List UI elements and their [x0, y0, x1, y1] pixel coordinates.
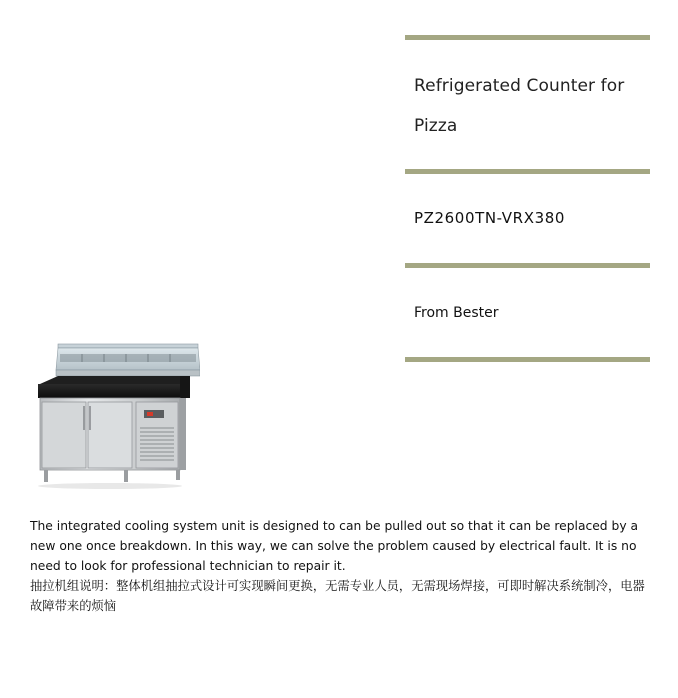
description-english: The integrated cooling system unit is designed to can be pulled out so that it can be replaced by a new one once breakdown. In this way, we can solve the problem caused by electrical fault. It is no need to look for professional technician to repair it. [30, 519, 639, 573]
product-model: PZ2600TN-VRX380 [414, 209, 566, 227]
divider-after-brand [405, 357, 650, 362]
product-brand: From Bester [414, 305, 499, 321]
description-chinese: 抽拉机组说明：整体机组抽拉式设计可实现瞬间更换，无需专业人员，无需现场焊接，可即时解决系统制冷，电器故障带来的烦恼 [30, 579, 645, 613]
divider-top [405, 35, 650, 40]
description [30, 516, 650, 616]
divider-after-title [405, 169, 650, 174]
product-title: Refrigerated Counter for Pizza [414, 76, 625, 136]
refrigerated-counter-photo [30, 340, 200, 490]
divider-after-model [405, 263, 650, 268]
